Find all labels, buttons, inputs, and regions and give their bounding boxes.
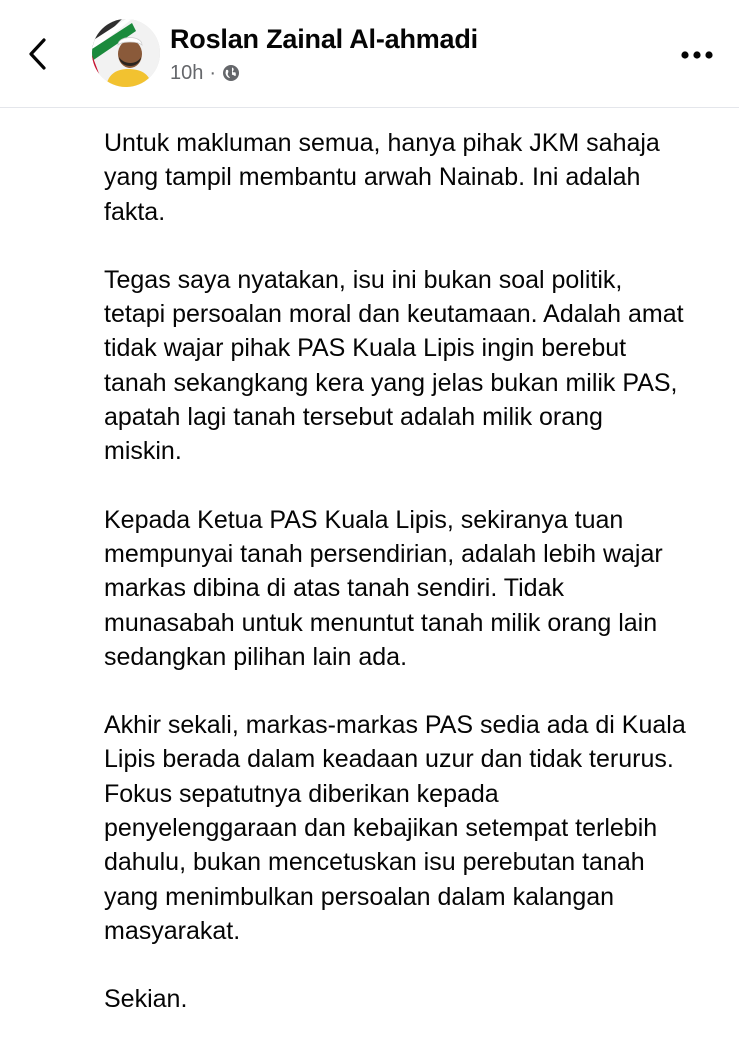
post-meta [170,61,240,85]
chevron-left-icon [22,34,58,74]
post-header [0,0,739,108]
post-paragraph: Akhir sekali, markas-markas PAS sedia ada di Kuala Lipis berada dalam keadaan uzur dan tidak terurus. Fokus sepatutnya diberikan kepada penyelenggaraan dan kebajikan setempat terlebih dahulu, bukan mencetuskan isu perebutan tanah yang menimbulkan persoalan dalam kalangan masyarakat. [104,711,686,945]
post-text [104,126,724,1051]
avatar[interactable] [92,19,160,87]
globe-icon [222,64,240,82]
post-paragraph: Untuk makluman semua, hanya pihak JKM sahaja yang tampil membantu arwah Nainab. Ini adalah fakta. [104,129,660,226]
more-options-button[interactable] [676,40,718,70]
back-button[interactable] [22,34,58,74]
post-paragraph: Kepada Ketua PAS Kuala Lipis, sekiranya tuan mempunyai tanah persendirian, adalah lebih wajar markas dibina di atas tanah sendiri. Tidak munasabah untuk menuntut tanah milik orang lain sedangkan pilihan lain ada. [104,505,663,671]
author-name[interactable]: Roslan Zainal Al-ahmadi [170,24,478,54]
post-paragraph: Tegas saya nyatakan, isu ini bukan soal politik, tetapi persoalan moral dan keutamaan. Adalah amat tidak wajar pihak PAS Kuala Lipis ingin berebut tanah sekangkang kera yang jelas bukan milik PAS, apatah lagi tanah tersebut adalah milik orang miskin. [104,265,684,466]
post-time[interactable]: 10h [170,61,204,84]
post-paragraph: Sekian. [104,985,188,1014]
avatar-photo [92,19,160,87]
meta-separator: · [209,61,217,84]
more-horizontal-icon [676,40,718,70]
